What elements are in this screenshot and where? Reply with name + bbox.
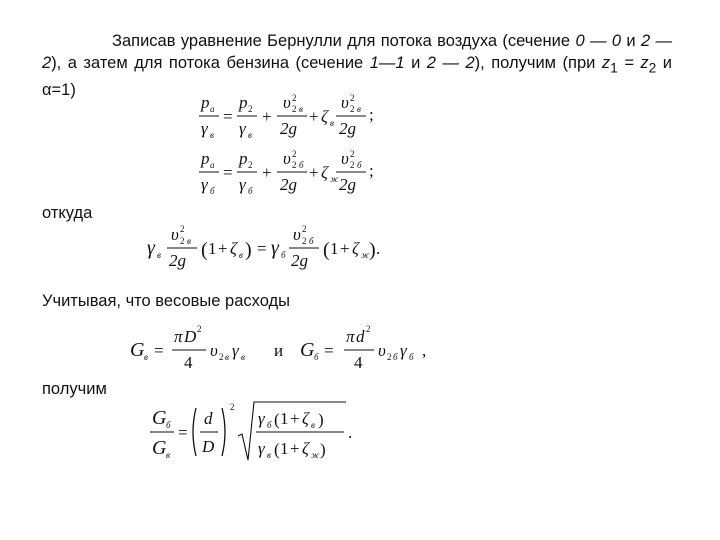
equation-2 <box>195 148 385 198</box>
eq-number: 1 <box>280 439 289 458</box>
eq-denominator: 2g <box>339 175 356 194</box>
eq-symbol: p <box>239 149 248 168</box>
eq-denominator: 2g <box>280 119 297 138</box>
section-label: 2 — 2 <box>42 32 672 72</box>
eq-subscript: б <box>299 160 304 170</box>
eq-operator: = <box>154 341 164 360</box>
eq-symbol: γ <box>201 119 208 138</box>
eq-symbol: G <box>300 339 315 361</box>
eq-symbol: υ <box>283 149 291 168</box>
eq-number: 4 <box>354 353 363 372</box>
eq-superscript: 2 <box>197 324 202 334</box>
eq-symbol: p <box>201 149 210 168</box>
eq-symbol: π <box>174 327 183 346</box>
eq-symbol: ζ <box>352 239 359 258</box>
eq-operator: = <box>223 163 233 182</box>
eq-operator: = <box>178 423 188 442</box>
intro-paragraph <box>42 30 672 101</box>
eq-subscript: в <box>311 420 315 430</box>
eq-conjunction: и <box>274 341 284 360</box>
eq-subscript: б <box>267 420 272 430</box>
eq-superscript: 2 <box>180 224 185 234</box>
eq-symbol: γ <box>258 439 265 458</box>
eq-symbol: γ <box>201 175 208 194</box>
intro-text: Записав уравнение Бернулли для потока воздуха (сечение <box>112 32 576 50</box>
paren-close: ) <box>318 410 324 429</box>
eq-operator: + <box>290 409 300 428</box>
eq-symbol: γ <box>239 119 246 138</box>
eq-symbol: γ <box>400 341 407 360</box>
eq-subscript: в <box>239 250 243 260</box>
condition-text: и α=1) <box>42 54 673 100</box>
eq-subscript: a <box>210 104 215 114</box>
paren-open: ( <box>274 410 280 429</box>
eq-punctuation: , <box>422 341 427 360</box>
eq-symbol: D <box>184 327 197 346</box>
eq-symbol: υ <box>341 93 349 112</box>
eq-operator: + <box>262 163 272 182</box>
eq-symbol: ζ <box>302 439 309 458</box>
eq-symbol: υ <box>171 225 179 244</box>
eq-symbol: ζ <box>302 409 309 428</box>
eq-operator: + <box>340 239 350 258</box>
eq-operator: = <box>324 341 334 360</box>
intro-text: ), получим (при <box>474 54 602 72</box>
eq-superscript: 2 <box>350 149 355 159</box>
eq-symbol: ζ <box>321 107 328 126</box>
eq-symbol: γ <box>147 237 155 259</box>
eq-number: 4 <box>184 353 193 372</box>
eq-subscript: б <box>314 352 319 362</box>
eq-subscript: ж <box>330 174 339 184</box>
eq-symbol: υ <box>283 93 291 112</box>
eq-subscript: б <box>309 236 314 246</box>
eq-superscript: 2 <box>292 149 297 159</box>
eq-superscript: 2 <box>302 224 307 234</box>
condition-var: = z <box>617 54 649 72</box>
eq-subscript: в <box>166 450 170 460</box>
eq-subscript: в <box>144 352 148 362</box>
eq-superscript: 2 <box>230 402 235 412</box>
label-uchityvaya: Учитывая, что весовые расходы <box>42 292 291 310</box>
eq-symbol: υ <box>341 149 349 168</box>
eq-subscript: 2 <box>248 160 253 170</box>
eq-subscript: 2 <box>350 160 355 170</box>
eq-operator: = <box>257 239 267 258</box>
intro-text: и <box>621 32 641 50</box>
eq-symbol: υ <box>378 341 386 360</box>
intro-text: ), а затем для потока бензина (сечение <box>51 54 370 72</box>
eq-superscript: 2 <box>366 324 371 334</box>
eq-operator: + <box>290 439 300 458</box>
eq-subscript: в <box>187 236 191 246</box>
section-label: 0 — 0 <box>575 32 622 50</box>
eq-subscript: б <box>409 352 414 362</box>
condition-sub: 1 <box>610 60 618 76</box>
eq-subscript: в <box>225 352 229 362</box>
eq-number: 1 <box>208 239 217 258</box>
eq-symbol: D <box>202 437 215 456</box>
eq-subscript: б <box>210 186 215 196</box>
eq-subscript: б <box>248 186 253 196</box>
eq-symbol: p <box>239 93 248 112</box>
eq-symbol: p <box>201 93 210 112</box>
eq-subscript: б <box>166 420 171 430</box>
eq-subscript: б <box>393 352 398 362</box>
eq-symbol: G <box>152 407 167 429</box>
section-label: 2 — 2 <box>426 54 475 72</box>
eq-symbol: υ <box>293 225 301 244</box>
eq-operator: + <box>218 239 228 258</box>
eq-punctuation: . <box>376 239 381 258</box>
eq-subscript: в <box>210 130 214 140</box>
eq-symbol: G <box>152 437 167 459</box>
label-poluchim: получим <box>42 380 107 398</box>
eq-punctuation: ; <box>369 105 374 124</box>
eq-symbol: γ <box>271 237 279 259</box>
eq-symbol: ζ <box>230 239 237 258</box>
eq-denominator: 2g <box>280 175 297 194</box>
paren-close: ) <box>320 440 326 459</box>
eq-subscript: в <box>330 118 334 128</box>
label-otkuda: откуда <box>42 204 93 222</box>
eq-subscript: 2 <box>219 352 224 362</box>
eq-subscript: 2 <box>180 236 185 246</box>
eq-symbol: d <box>204 409 213 428</box>
eq-symbol: G <box>130 339 145 361</box>
intro-text: и <box>404 54 427 72</box>
condition-var: z <box>601 54 611 72</box>
eq-subscript: 2 <box>387 352 392 362</box>
eq-punctuation: ; <box>369 161 374 180</box>
eq-superscript: 2 <box>292 93 297 103</box>
eq-subscript: 2 <box>350 104 355 114</box>
paren-open: ( <box>201 239 208 261</box>
equation-3 <box>145 218 385 276</box>
eq-number: 1 <box>280 409 289 428</box>
eq-subscript: a <box>210 160 215 170</box>
eq-symbol: d <box>356 327 365 346</box>
equation-1 <box>195 92 385 142</box>
eq-operator: + <box>262 107 272 126</box>
eq-subscript: б <box>281 250 286 260</box>
eq-subscript: в <box>157 250 161 260</box>
paren-open: ( <box>274 440 280 459</box>
eq-subscript: 2 <box>248 104 253 114</box>
paren-close: ) <box>369 239 376 261</box>
eq-subscript: в <box>241 352 245 362</box>
paren-close: ) <box>245 239 252 261</box>
eq-subscript: в <box>299 104 303 114</box>
eq-subscript: ж <box>361 250 370 260</box>
eq-symbol: ζ <box>321 163 328 182</box>
eq-subscript: б <box>357 160 362 170</box>
eq-symbol: γ <box>239 175 246 194</box>
eq-subscript: в <box>248 130 252 140</box>
equation-4 <box>128 318 458 378</box>
eq-operator: = <box>223 107 233 126</box>
paren-close <box>222 408 225 456</box>
paren-open: ( <box>323 239 330 261</box>
eq-subscript: в <box>357 104 361 114</box>
eq-symbol: γ <box>232 341 239 360</box>
eq-subscript: 2 <box>292 104 297 114</box>
section-label: 1—1 <box>369 54 405 72</box>
eq-subscript: в <box>267 450 271 460</box>
eq-symbol: γ <box>258 409 265 428</box>
eq-symbol: υ <box>210 341 218 360</box>
eq-punctuation: . <box>348 423 353 442</box>
eq-symbol: π <box>346 327 355 346</box>
eq-operator: + <box>309 163 319 182</box>
eq-denominator: 2g <box>291 251 308 270</box>
condition-sub: 2 <box>648 60 657 76</box>
equation-5 <box>150 398 360 468</box>
paren-open <box>193 408 196 456</box>
eq-subscript: 2 <box>292 160 297 170</box>
eq-subscript: ж <box>311 450 320 460</box>
eq-denominator: 2g <box>169 251 186 270</box>
eq-operator: + <box>309 107 319 126</box>
eq-number: 1 <box>330 239 339 258</box>
eq-denominator: 2g <box>339 119 356 138</box>
eq-subscript: 2 <box>302 236 307 246</box>
eq-superscript: 2 <box>350 93 355 103</box>
